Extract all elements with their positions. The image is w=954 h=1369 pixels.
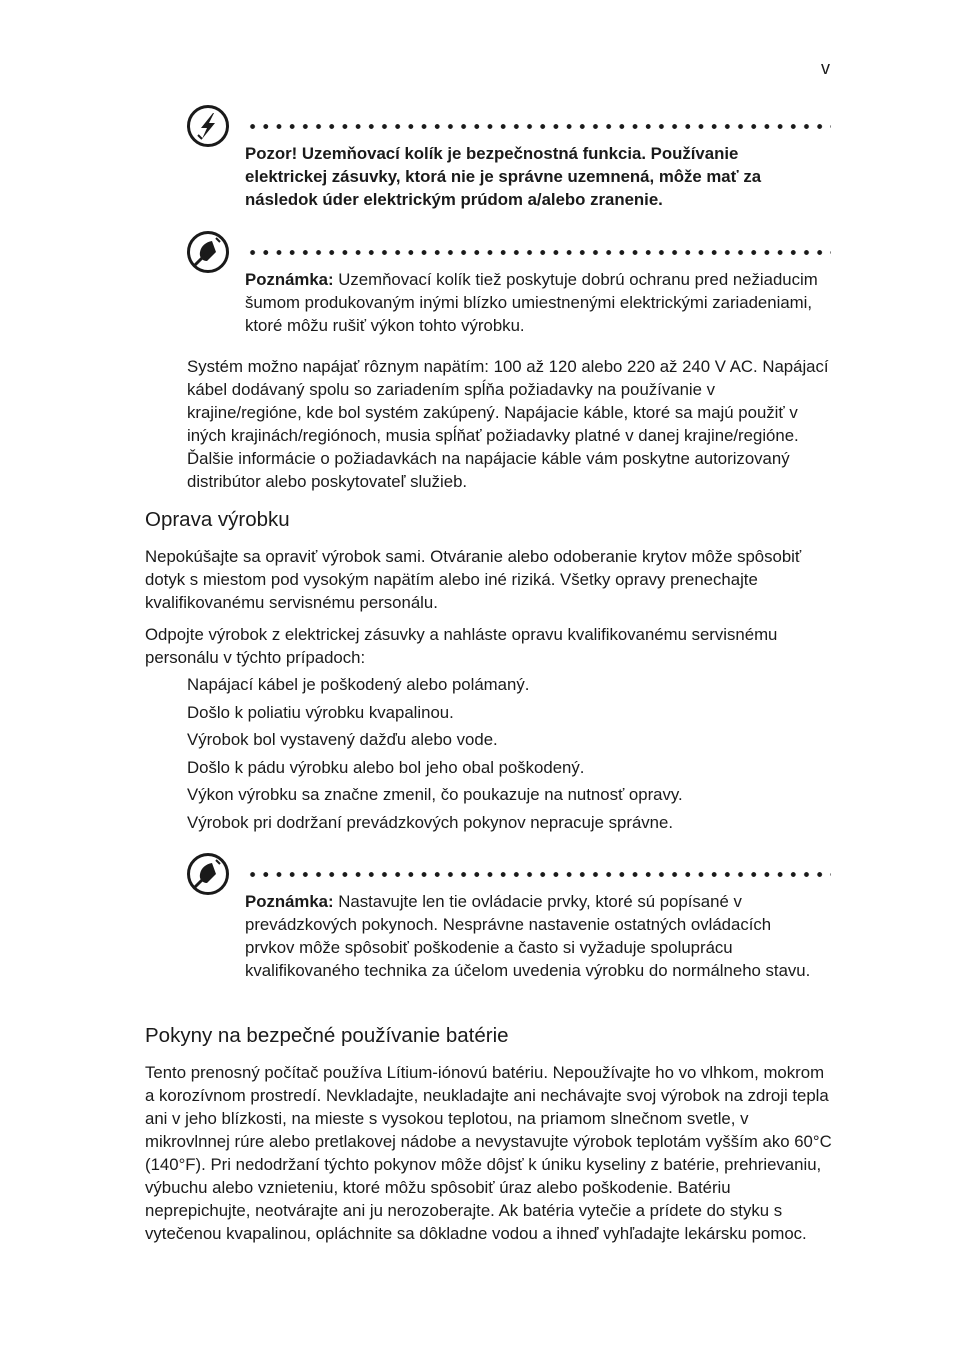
note-notice-1 [186, 230, 831, 345]
note-body: Uzemňovací kolík tiež poskytuje dobrú ochranu pred nežiaducim šumom produkovaným inými blízko umiestnenými elektrickými zariadeniami, ktoré môžu rušiť výkon tohto výrobku. [245, 270, 818, 335]
repair-paragraph-1: Nepokúšajte sa opraviť výrobok sami. Otváranie alebo odoberanie krytov môže spôsobiť dotyk s miestom pod vysokým napätím alebo iné riziká. Všetky opravy prenechajte kvalifikovanému servisnému personálu. [145, 547, 802, 612]
repair-paragraph-2: Odpojte výrobok z elektrickej zásuvky a nahláste opravu kvalifikovanému servisnému personálu v týchto prípadoch: [145, 625, 778, 667]
page-number: v [821, 58, 830, 78]
repair-heading: Oprava výrobku [145, 508, 290, 531]
note-text-2 [245, 890, 825, 982]
note-icon [186, 230, 230, 274]
list-item: Výrobok bol vystavený dažďu alebo vode. [187, 730, 498, 750]
dotted-divider [246, 872, 831, 877]
battery-heading: Pokyny na bezpečné používanie batérie [145, 1024, 509, 1047]
note-body: Nastavujte len tie ovládacie prvky, ktoré sú popísané v prevádzkových pokynoch. Nesprávne nastavenie ostatných ovládacích prvkov môže spôsobiť poškodenie a často si vyžaduje spoluprácu kvalifikovaného technika za účelom uvedenia výrobku do normálneho stavu. [245, 892, 811, 980]
list-item: Došlo k poliatiu výrobku kvapalinou. [187, 702, 454, 722]
warning-notice [186, 104, 831, 214]
warning-text: Pozor! Uzemňovací kolík je bezpečnostná funkcia. Používanie elektrickej zásuvky, ktorá nie je správne uzemnená, môže mať za následok úder elektrickým prúdom a/alebo zranenie. [245, 144, 762, 209]
note-icon [186, 852, 230, 896]
list-item: Došlo k pádu výrobku alebo bol jeho obal poškodený. [187, 757, 585, 777]
list-item: Napájací kábel je poškodený alebo polámaný. [187, 675, 530, 694]
list-item: Výkon výrobku sa značne zmenil, čo poukazuje na nutnosť opravy. [187, 785, 683, 805]
repair-list [187, 673, 683, 839]
dotted-divider [246, 124, 831, 129]
battery-paragraph: Tento prenosný počítač používa Lítium-iónovú batériu. Nepoužívajte ho vo vlhkom, mokrom a korozívnom prostredí. Nevkladajte, neukladajte ani nechávajte svoj výrobok na zdroji tepla ani v jeho blízkosti, na mieste s vysokou teplotou, na priamom slnečnom svetle, v mikrovlnnej rúre alebo pretlakovej nádobe a nevystavujte výrobok teplotám vyšším ako 60°C (140°F). Pri nedodržaní týchto pokynov môže dôjsť k úniku kyseliny z batérie, prehrievaniu, výbuchu alebo vznieteniu, ktoré môžu spôsobiť úraz alebo poškodenie. Batériu neprepichujte, neotvárajte ani ju nerozoberajte. Ak batéria vytečie a prídete do styku s vytečenou kvapalinou, opláchnite sa dôkladne vodou a ihneď vyhľadajte lekársku pomoc. [145, 1063, 832, 1243]
note-label: Poznámka: [245, 270, 334, 289]
list-item: Výrobok pri dodržaní prevádzkových pokynov nepracuje správne. [187, 812, 673, 832]
power-paragraph: Systém možno napájať rôznym napätím: 100 až 120 alebo 220 až 240 V AC. Napájací kábel dodávaný spolu so zariadením spĺňa požiadavky na používanie v krajine/regióne, kde bol systém zakúpený. Napájacie káble, ktoré sa majú použiť v iných krajinách/regiónoch, musia spĺňať požiadavky platné v danej krajine/regióne. Ďalšie informácie o požiadavkách na napájacie káble vám poskytne autorizovaný distribútor alebo poskytovateľ služieb. [187, 357, 829, 491]
note-text-1 [245, 268, 825, 337]
note-notice-2 [186, 852, 831, 1012]
lightning-icon [186, 104, 230, 148]
note-label: Poznámka: [245, 892, 334, 911]
dotted-divider [246, 250, 831, 255]
